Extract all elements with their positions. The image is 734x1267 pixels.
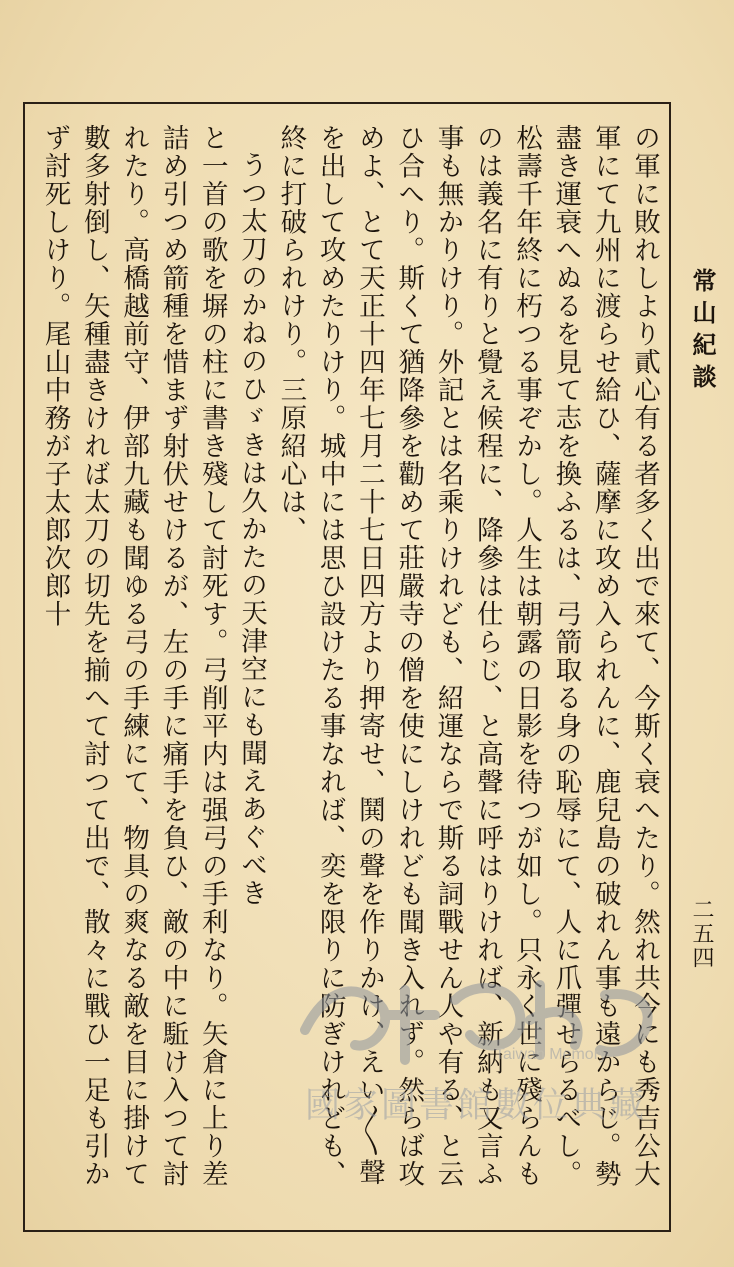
page-number: 二五四 [689, 898, 714, 970]
watermark-text: 國家圖書館數位典藏 [305, 1086, 648, 1126]
paragraph-2: と一首の歌を塀の柱に書き殘して討死す。弓削平内は强弓の手利なり。矢倉に上り差詰め引つめ箭種を惜まず射伏せけるが、左の手に痛手を負ひ、敵の中に駈け入つて討れたり。高橋越前守、伊部九藏も聞ゆる弓の手練にて、物具の爽なる敵を目に掛けて數多射倒し、矢種盡きければ太刀の切先を揃へて討つて出で、散々に戰ひ一足も引かず討死しけり。尾山中務が子太郎次郎十 [39, 124, 228, 1188]
running-head: 常山紀談 [688, 268, 717, 396]
poem-line: うつ太刀のかねのひゞきは久かたの天津空にも聞えあぐべき [236, 150, 268, 907]
watermark-logo-icon [285, 960, 685, 1080]
paragraph-1: の軍に敗れしより貳心有る者多く出で來て、今斯く衰へたり。然れ共今にも秀吉公大軍にて九州に渡らせ給ひ、薩摩に攻め入られんに、鹿兒島の破れん事も遠からじ。勢盡き運衰へぬるを見て志を換ふるは、弓箭取る身の恥辱にて、人に爪彈せらるべし。松壽千年終に朽つる事ぞかし。人生は朝露の日影を待つが如し。只永く世に殘らんものは義名に有りと覺え候程に、降參は仕らじ、と高聲に呼はりければ、新納も又言ふ事も無かりけり。外記とは名乘りけれども、紹運ならで斯る詞戰せん人や有る、と云ひ合へり。斯くて猶降參を勸めて莊嚴寺の僧を使にしけれども聞き入れず。然らば攻めよ、とて天正十四年七月二十七日四方より押寄せ、鬨の聲を作りかけ、えい〳〵聲を出して攻めたりけり。城中には思ひ設けたる事なれば、奕を限りに防ぎけれども、終に打破られけり。三原紹心は、 [275, 124, 660, 1188]
watermark-english: Taiwan Memory [495, 1046, 608, 1063]
library-watermark [285, 960, 685, 1160]
